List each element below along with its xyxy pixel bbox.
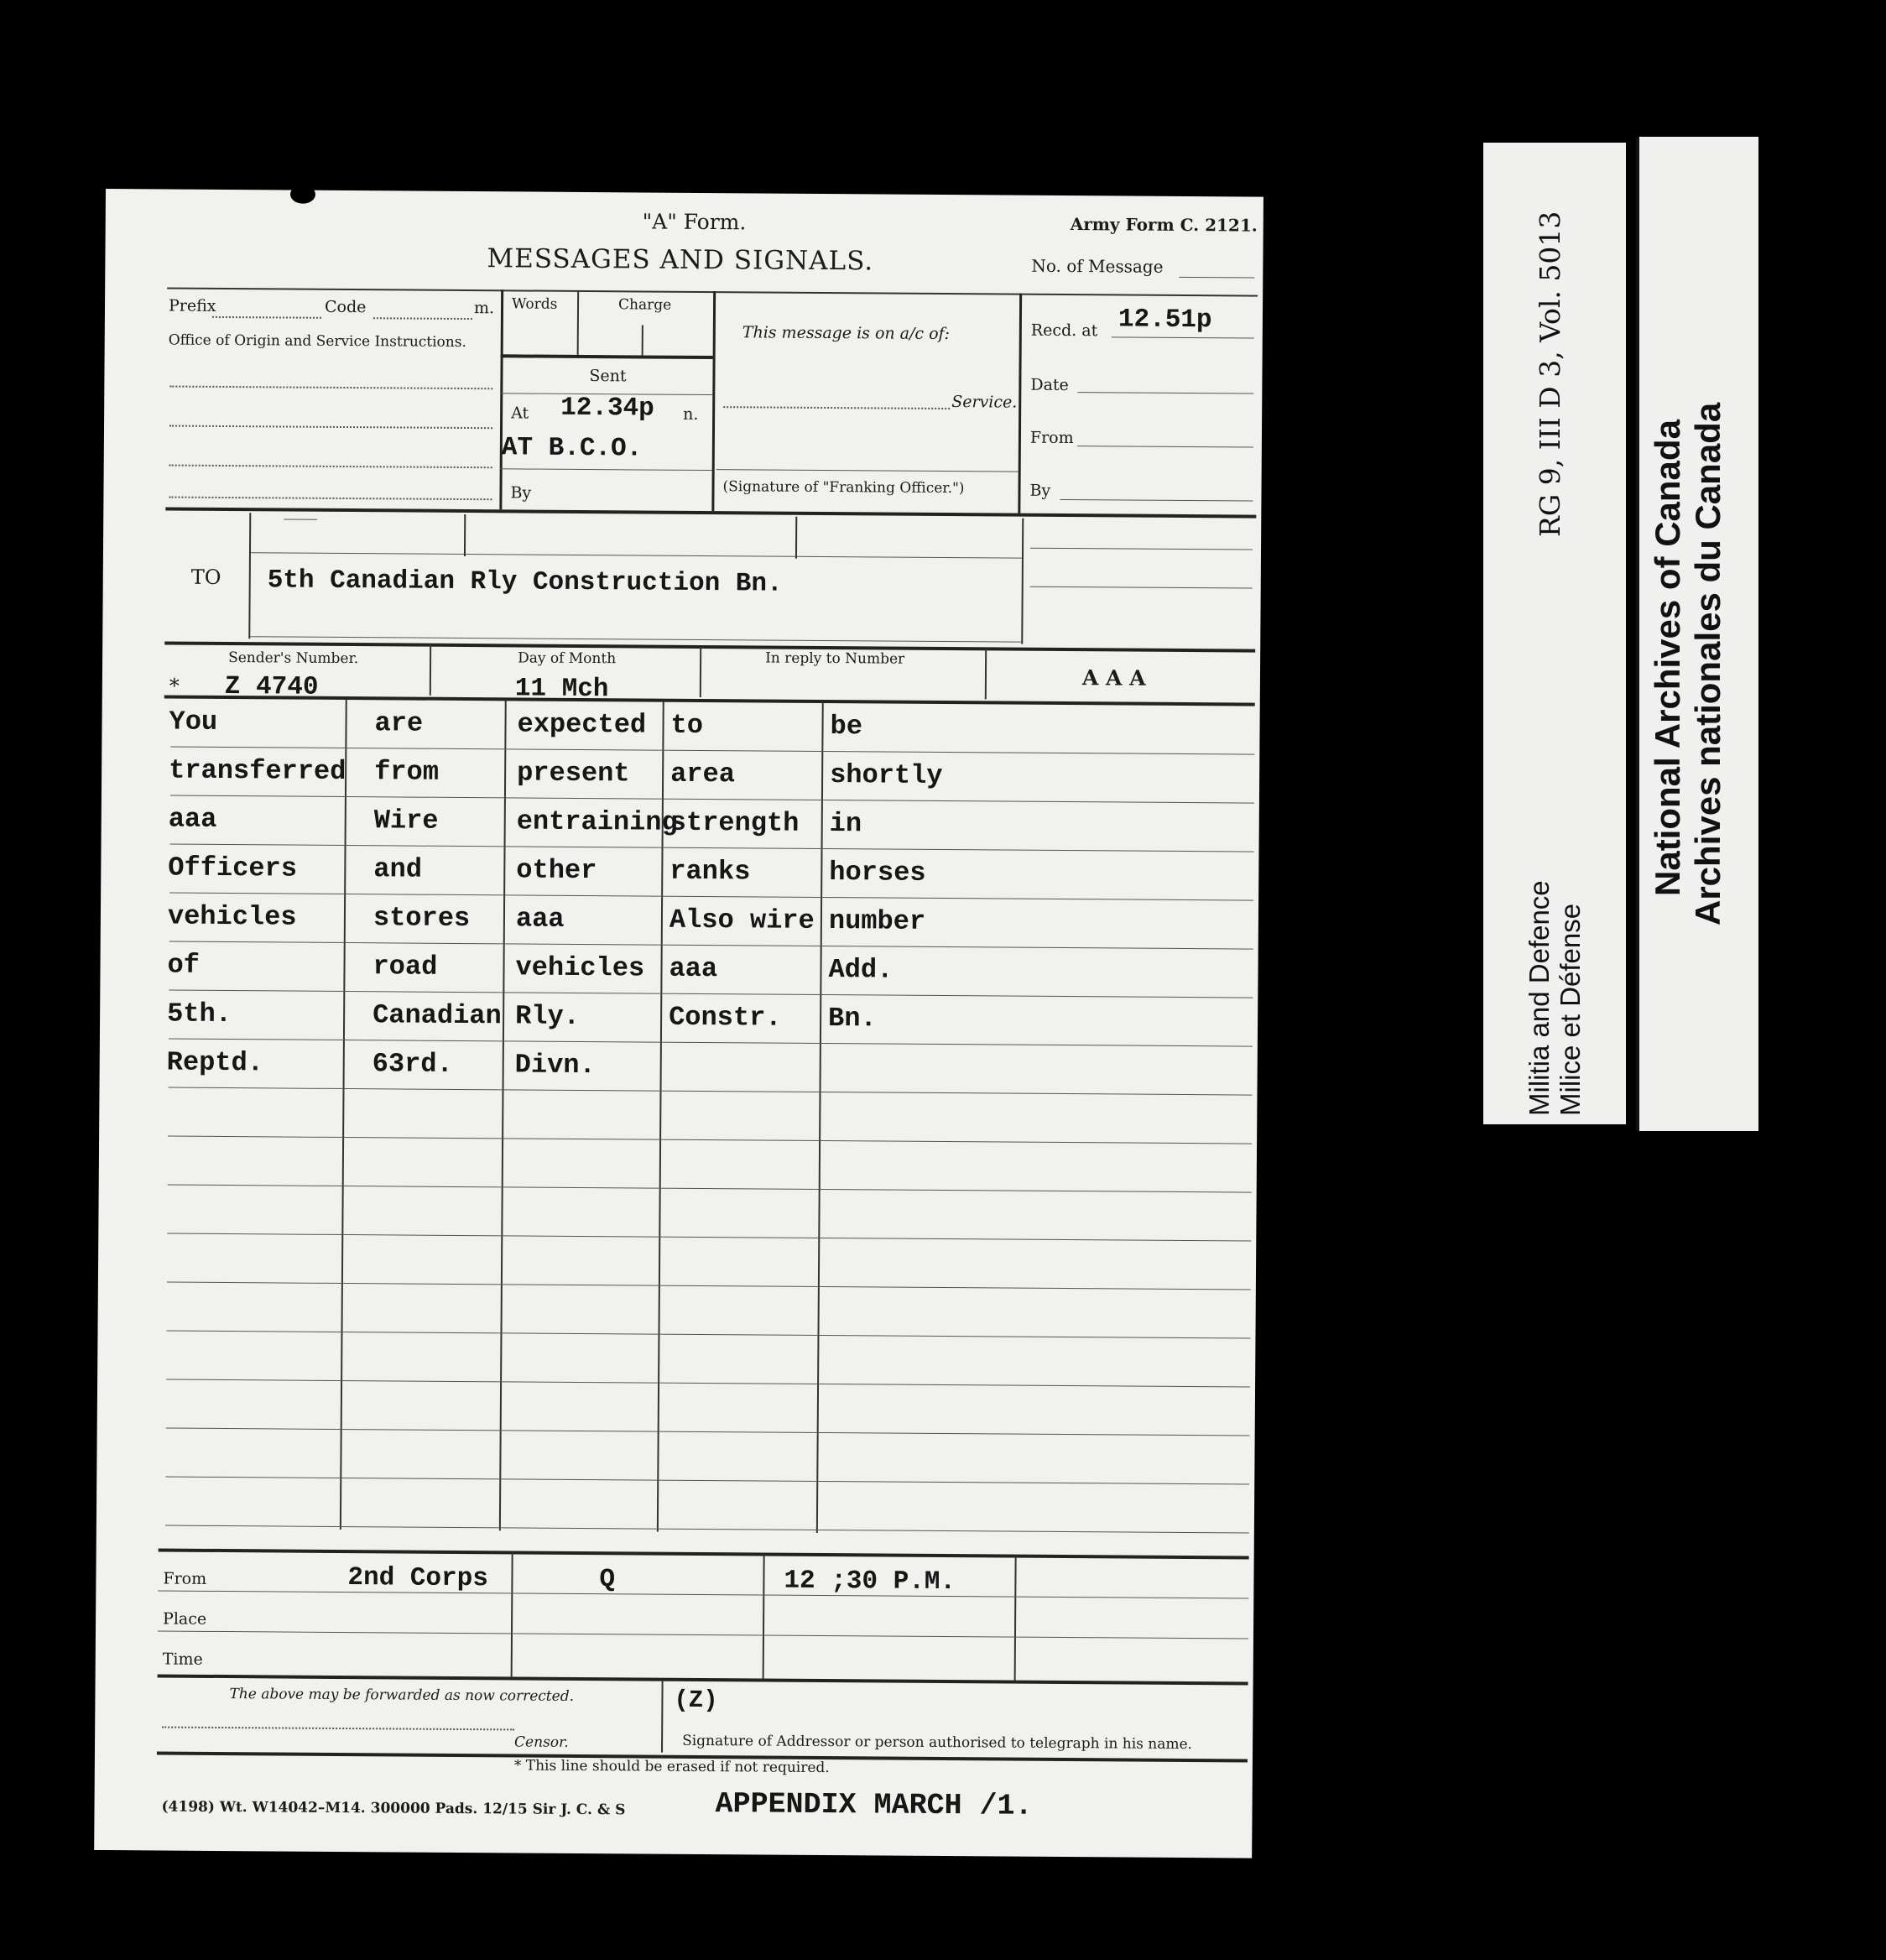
recd-line	[1112, 336, 1254, 338]
message-word: You	[169, 706, 218, 738]
from-footer-label: From	[163, 1569, 207, 1588]
grid-row-line	[165, 1477, 1249, 1485]
footer-line	[158, 1630, 1248, 1639]
militia-en: Militia and Defence	[1524, 880, 1555, 1116]
no-of-message-line	[1179, 277, 1254, 279]
sent-at-suffix: n.	[683, 404, 699, 424]
recd-by-label: By	[1029, 481, 1051, 500]
message-word: Reptd.	[166, 1046, 264, 1079]
franking-line	[716, 469, 1019, 472]
divider	[430, 645, 431, 696]
message-word: to	[670, 709, 704, 741]
to-line	[250, 636, 1022, 642]
grid-column-divider	[340, 699, 347, 1530]
divider	[711, 291, 716, 511]
words-label: Words	[511, 295, 558, 313]
signature-label: Signature of Addressor or person authorised to telegraph in his name.	[682, 1732, 1193, 1754]
date-label: Date	[1030, 375, 1069, 395]
divider	[700, 647, 701, 697]
from-label: From	[1029, 428, 1074, 448]
message-word: aaa	[168, 803, 217, 835]
m-label: m.	[473, 299, 495, 318]
sent-box-top	[501, 354, 713, 359]
message-word: Divn.	[514, 1049, 596, 1082]
message-word: Bn.	[827, 1003, 877, 1035]
day-value: 11 Mch	[514, 674, 609, 705]
to-line	[1030, 548, 1253, 550]
message-word: transferred	[169, 754, 346, 788]
message-word: expected	[517, 708, 647, 741]
grid-column-divider	[499, 700, 507, 1530]
grid-row-line	[170, 747, 1254, 755]
reply-number-label: In reply to Number	[765, 649, 905, 668]
prefix-line	[212, 316, 321, 319]
divider	[795, 517, 797, 559]
message-word: be	[830, 711, 863, 743]
grid-column-divider	[816, 702, 824, 1533]
message-word: entraining	[516, 805, 678, 838]
message-word: Officers	[168, 852, 298, 884]
message-word: Rly.	[514, 1000, 581, 1032]
reference-label-strip	[1483, 143, 1626, 1124]
time-label: Time	[162, 1650, 203, 1669]
message-word: and	[373, 853, 423, 885]
message-word: 5th.	[167, 998, 232, 1030]
message-word: vehicles	[167, 900, 297, 933]
divider	[661, 1681, 664, 1753]
divider	[763, 1555, 765, 1679]
code-line	[373, 317, 472, 320]
form-type: "A" Form.	[642, 209, 747, 235]
grid-row-line	[169, 1087, 1253, 1096]
from-value-q: Q	[599, 1565, 616, 1595]
sender-star: *	[169, 674, 180, 698]
to-label: TO	[190, 565, 221, 589]
day-of-month-label: Day of Month	[518, 649, 617, 668]
archives-en: National Archives of Canada	[1648, 420, 1687, 896]
top-block-bottom	[165, 508, 1256, 519]
message-word: Canadian	[373, 999, 502, 1032]
recd-value: 12.51p	[1118, 305, 1212, 336]
grid-row-line	[167, 1233, 1251, 1242]
to-line	[251, 552, 1023, 558]
appendix-stamp: APPENDIX MARCH /1.	[715, 1787, 1033, 1823]
form-title: MESSAGES AND SIGNALS.	[487, 243, 874, 277]
time-value: 12 ;30 P.M.	[784, 1566, 956, 1598]
divider	[1014, 1556, 1017, 1681]
grid-row-line	[169, 1039, 1253, 1047]
divider	[511, 1552, 513, 1676]
message-word: horses	[829, 857, 926, 889]
divider	[1021, 519, 1024, 644]
message-word: number	[828, 905, 926, 937]
grid-row-line	[170, 795, 1254, 804]
censor-line	[162, 1727, 514, 1731]
message-word: are	[374, 707, 424, 739]
footer-bottom	[158, 1674, 1248, 1685]
message-word: ranks	[669, 855, 751, 888]
prefix-label: Prefix	[168, 296, 216, 315]
from-line	[1077, 446, 1253, 447]
militia-fr: Milice et Défense	[1555, 903, 1586, 1116]
grid-row-line	[168, 1185, 1252, 1193]
message-word: shortly	[830, 759, 943, 791]
sender-block-bottom	[164, 696, 1255, 706]
archives-label-strip	[1636, 137, 1758, 1131]
message-word: Also wire	[669, 904, 815, 936]
z-mark: (Z)	[674, 1686, 718, 1715]
sent-line	[500, 468, 712, 471]
account-label: This message is on a/c of:	[742, 323, 951, 344]
message-word: other	[516, 854, 597, 887]
grid-row-line	[166, 1428, 1250, 1436]
no-of-message-label: No. of Message	[1031, 255, 1164, 277]
office-origin-label: Office of Origin and Service Instructions.	[168, 331, 466, 352]
at-label: At	[511, 404, 529, 423]
message-word: vehicles	[515, 951, 645, 984]
message-word: aaa	[515, 903, 565, 935]
grid-row-line	[165, 1525, 1249, 1534]
sent-station: AT B.C.O.	[501, 433, 643, 464]
erase-note: * This line should be erased if not required.	[513, 1757, 830, 1777]
sent-label: Sent	[589, 367, 627, 386]
message-word: area	[670, 758, 736, 790]
grid-row-line	[169, 893, 1253, 901]
grid-row-line	[169, 990, 1253, 998]
grid-row-line	[167, 1282, 1251, 1290]
office-line	[169, 465, 492, 469]
to-line	[1030, 586, 1253, 589]
from-value: 2nd Corps	[347, 1563, 489, 1594]
forwarded-note: The above may be forwarded as now corrected.	[229, 1686, 575, 1705]
to-box-left	[248, 513, 251, 639]
message-word: present	[517, 757, 630, 790]
divider	[499, 289, 503, 509]
charge-label: Charge	[617, 296, 672, 314]
message-word: aaa	[669, 952, 718, 985]
grid-row-line	[166, 1379, 1250, 1388]
message-word: of	[167, 949, 201, 981]
office-line	[169, 425, 492, 430]
print-info: (4198) Wt. W14042–M14. 300000 Pads. 12/15 Sir J. C. & S	[161, 1798, 626, 1819]
punch-hole	[290, 185, 315, 204]
grid-row-line	[169, 941, 1253, 950]
date-line	[1077, 392, 1253, 394]
grid-row-line	[166, 1331, 1250, 1339]
to-value: 5th Canadian Rly Construction Bn.	[267, 566, 783, 599]
sent-at-value: 12.34p	[560, 393, 654, 424]
censor-label: Censor.	[514, 1733, 569, 1751]
message-word: Constr.	[668, 1001, 782, 1034]
message-word: stores	[373, 902, 471, 935]
message-word: Add.	[828, 954, 894, 986]
office-line	[169, 386, 492, 390]
sent-by-label: By	[510, 483, 532, 503]
code-label: Code	[324, 297, 367, 317]
by-line	[1060, 499, 1253, 502]
service-label: Service.	[951, 393, 1018, 412]
divider	[1018, 294, 1022, 513]
reference-number: RG 9, III D 3, Vol. 5013	[1534, 211, 1566, 537]
service-line	[723, 406, 950, 409]
footer-line	[158, 1590, 1248, 1598]
message-form	[94, 189, 1263, 1858]
divider	[577, 290, 580, 355]
message-word: in	[829, 808, 862, 840]
divider	[642, 325, 643, 355]
message-word: from	[374, 756, 440, 788]
message-word: Wire	[373, 805, 439, 837]
message-word: strength	[669, 806, 800, 839]
recd-label: Recd. at	[1030, 321, 1098, 341]
office-line	[169, 497, 492, 501]
army-form-number: Army Form C. 2121.	[1070, 214, 1258, 236]
franking-label: (Signature of "Franking Officer.")	[722, 478, 965, 498]
footer-top	[159, 1548, 1249, 1559]
sender-number-label: Sender's Number.	[228, 649, 359, 668]
divider	[464, 514, 466, 556]
sender-number-value: Z 4740	[224, 672, 319, 702]
aaa-header: A A A	[1081, 665, 1146, 691]
divider	[985, 649, 987, 699]
message-word: 63rd.	[372, 1048, 453, 1080]
archives-fr: Archives nationales du Canada	[1688, 402, 1727, 925]
place-label: Place	[163, 1609, 207, 1629]
grid-row-line	[170, 844, 1254, 852]
message-word: road	[373, 951, 438, 983]
grid-row-line	[168, 1136, 1252, 1144]
